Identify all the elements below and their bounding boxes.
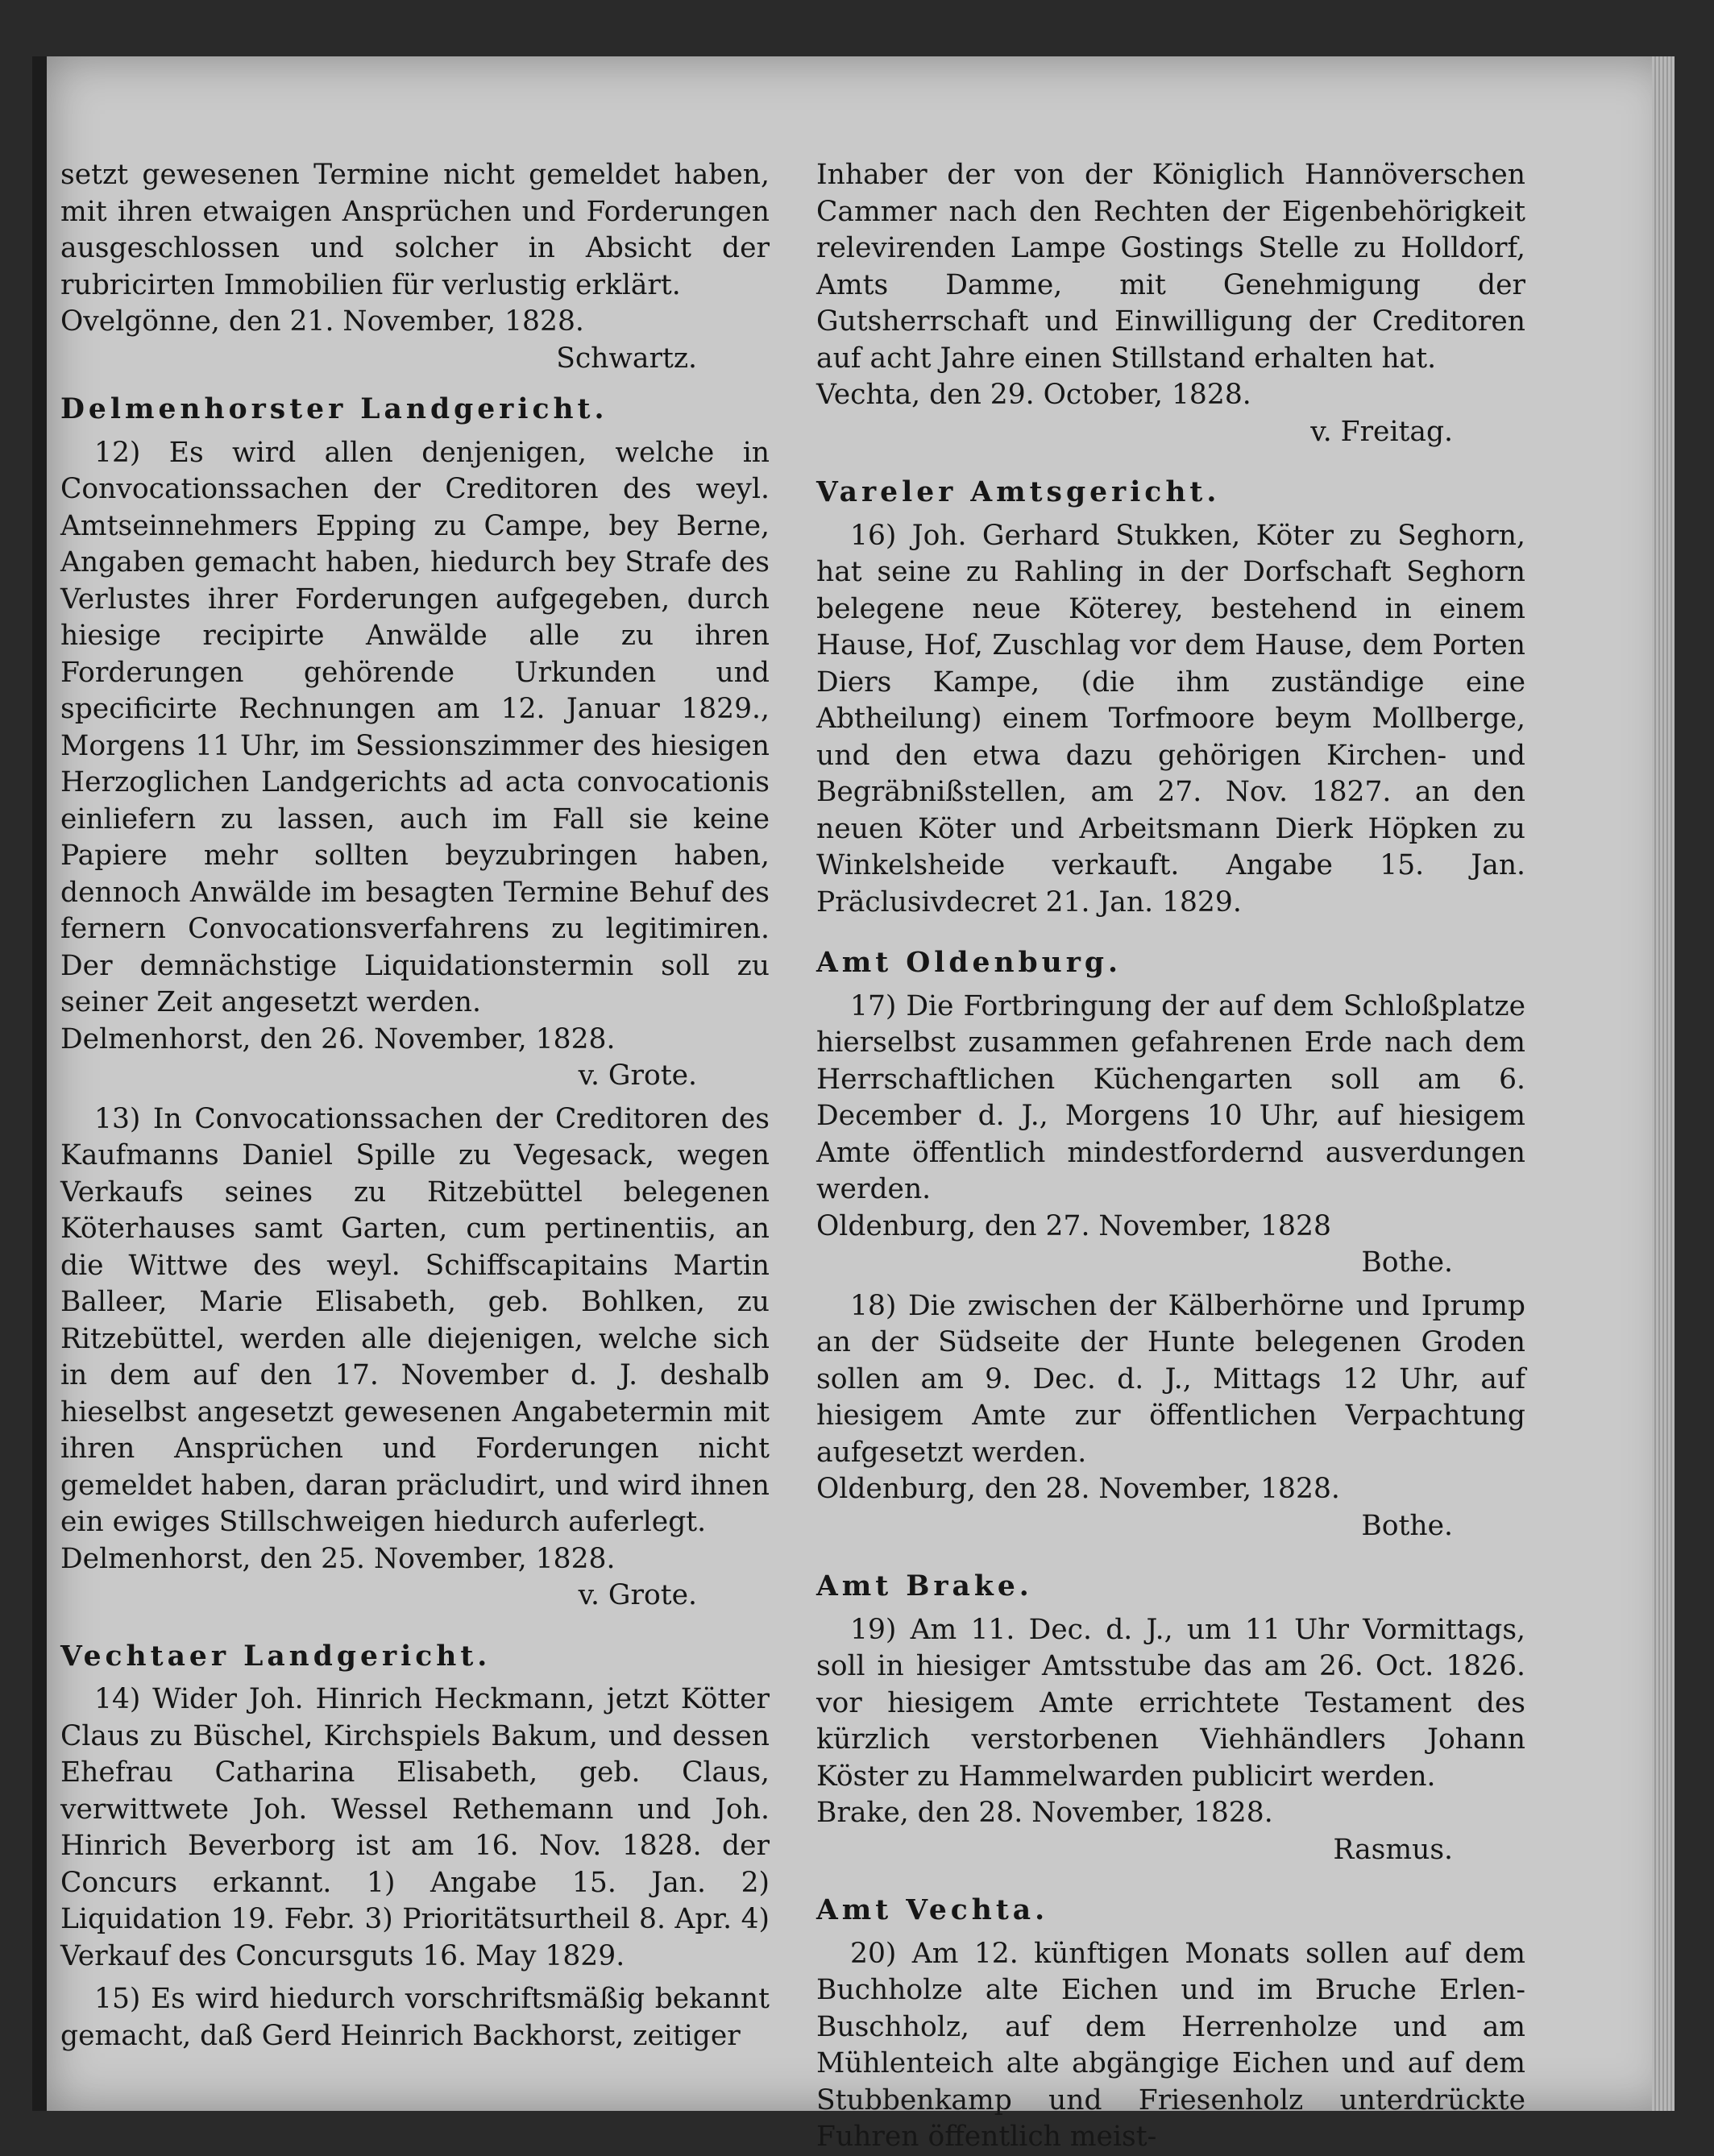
section-heading: Vechtaer Landgericht. [60,1640,492,1673]
notice-entry-16: 16) Joh. Gerhard Stukken, Köter zu Seghorn, hat seine zu Rahling in der Dorfschaft Seghorn belegene neue Köterey, bestehend in einem Hause, Hof, Zuschlag vor dem Hause, dem Porten Diers Kampe, (die ihm zuständige eine Abtheilung) einem Torfmoore beym Mollberge, und den etwa dazu gehörigen Kirchen- und Begräbnißstellen, am 27. Nov. 1827. an den neuen Köter und Arbeitsmann Dierk Höpken zu Winkelsheide verkauft. Angabe 15. Jan. Präclusivdecret 21. Jan. 1829. [816,519,1525,918]
notice-entry-14: 14) Wider Joh. Hinrich Heckmann, jetzt Kötter Claus zu Büschel, Kirchspiels Bakum, und dessen Ehefrau Catharina Elisabeth, geb. Claus, verwittwete Joh. Wessel Rethemann und Joh. Hinrich Beverborg ist am 16. Nov. 1828. der Concurs erkannt. 1) Angabe 15. Jan. 2) Liquidation 19. Febr. 3) Prioritätsurtheil 8. Apr. 4) Verkauf des Concursguts 16. May 1829. [60,1683,770,1972]
newspaper-page [32,56,1675,2153]
dateline: Delmenhorst, den 25. November, 1828. [60,1542,616,1575]
section-heading: Amt Brake. [816,1570,1033,1602]
left-column [60,157,770,2054]
continued-text: Inhaber der von der Königlich Hannöverschen Cammer nach den Rechten der Eigenbehörigkeit relevirenden Lampe Gostings Stelle zu Holldorf, Amts Damme, mit Genehmigung der Gutsherrschaft und Einwilligung der Creditoren auf acht Jahre einen Stillstand erhalten hat. [816,159,1525,375]
page-edge [1652,56,1675,2111]
signature: v. Grote. [578,1579,697,1611]
section-heading: Vareler Amtsgericht. [816,476,1221,508]
dateline: Ovelgönne, den 21. November, 1828. [60,305,584,338]
notice-entry-15: 15) Es wird hiedurch vorschriftsmäßig bekannt gemacht, daß Gerd Heinrich Backhorst, zeitiger [60,1983,770,2052]
signature: v. Grote. [578,1059,697,1092]
section-heading: Amt Vechta. [816,1894,1049,1926]
signature: v. Freitag. [1310,415,1453,448]
notice-entry-17: 17) Die Fortbringung der auf dem Schloßplatze hierselbst zusammen gefahrenen Erde nach dem Herrschaftlichen Küchengarten soll am 6. December d. J., Morgens 10 Uhr, auf hiesigem Amte öffentlich mindestfordernd ausverdungen werden. [816,989,1525,1205]
signature: Bothe. [1361,1246,1453,1279]
notice-entry-12: 12) Es wird allen denjenigen, welche in Convocationssachen der Creditoren des weyl. Amtseinnehmers Epping zu Campe, bey Berne, Angaben gemacht haben, hiedurch bey Strafe des Verlustes ihrer Forderungen aufgegeben, durch hiesige recipirte Anwälde alle zu ihren Forderungen gehörende Urkunden und specificirte Rechnungen am 12. Januar 1829., Morgens 11 Uhr, im Sessionszimmer des hiesigen Herzoglichen Landgerichts ad acta convocationis einliefern zu lassen, auch im Fall sie keine Papiere mehr sollten beyzubringen haben, dennoch Anwälde im besagten Termine Behuf des fernern Convocationsverfahrens zu legitimiren. Der demnächstige Liquidationstermin soll zu seiner Zeit angesetzt werden. [60,436,770,1018]
continued-text: setzt gewesenen Termine nicht gemeldet haben, mit ihren etwaigen Ansprüchen und Forderungen ausgeschlossen und solcher in Absicht der rubricirten Immobilien für verlustig erklärt. [60,159,770,301]
signature: Bothe. [1361,1509,1453,1542]
section-heading: Amt Oldenburg. [816,947,1123,979]
notice-entry-18: 18) Die zwischen der Kälberhörne und Iprump an der Südseite der Hunte belegenen Groden sollen am 9. Dec. d. J., Mittags 12 Uhr, auf hiesigem Amte zur öffentlichen Verpachtung aufgesetzt werden. [816,1289,1525,1469]
dateline: Vechta, den 29. October, 1828. [816,379,1251,411]
dateline: Delmenhorst, den 26. November, 1828. [60,1022,616,1055]
dateline: Brake, den 28. November, 1828. [816,1797,1273,1829]
signature: Rasmus. [1333,1833,1453,1866]
dateline: Oldenburg, den 27. November, 1828 [816,1209,1331,1242]
section-heading: Delmenhorster Landgericht. [60,393,608,425]
signature: Schwartz. [556,342,697,375]
notice-entry-19: 19) Am 11. Dec. d. J., um 11 Uhr Vormittags, soll in hiesiger Amtsstube das am 26. Oct. 1826. vor hiesigem Amte errichtete Testament des kürzlich verstorbenen Viehhändlers Johann Köster zu Hammelwarden publicirt werden. [816,1613,1525,1793]
dateline: Oldenburg, den 28. November, 1828. [816,1473,1340,1505]
right-column [816,157,1525,2156]
notice-entry-13: 13) In Convocationssachen der Creditoren des Kaufmanns Daniel Spille zu Vegesack, wegen Verkaufs seines zu Ritzebüttel belegenen Köterhauses samt Garten, cum pertinentiis, an die Wittwe des weyl. Schiffscapitains Martin Balleer, Marie Elisabeth, geb. Bohlken, zu Ritzebüttel, werden alle diejenigen, welche sich in dem auf den 17. November d. J. deshalb hieselbst angesetzt gewesenen Angabetermin mit ihren Ansprüchen und Forderungen nicht gemeldet haben, daran präcludirt, und wird ihnen ein ewiges Stillschweigen hiedurch auferlegt. [60,1102,770,1538]
notice-entry-20: 20) Am 12. künftigen Monats sollen auf dem Buchholze alte Eichen und im Bruche Erlen-Buschholz, auf dem Herrenholze und am Mühlenteich alte abgängige Eichen und auf dem Stubbenkamp und Friesenholz unterdrückte Fuhren öffentlich meist- [816,1937,1525,2153]
